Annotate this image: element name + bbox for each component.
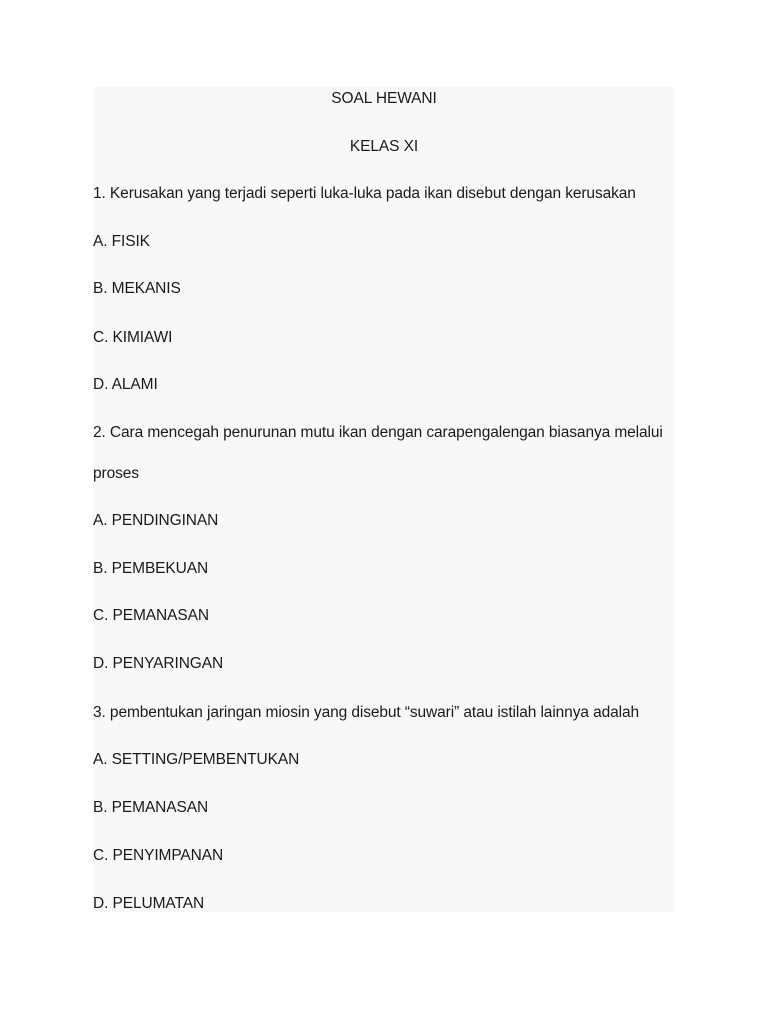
question-1-option-a: A. FISIK: [93, 233, 150, 250]
question-3-option-c: C. PENYIMPANAN: [93, 847, 224, 864]
question-1-text: 1. Kerusakan yang terjadi seperti luka-luka pada ikan disebut dengan kerusakan: [93, 185, 636, 202]
question-1-option-b: B. MEKANIS: [93, 280, 181, 297]
question-2-option-a: A. PENDINGINAN: [93, 512, 219, 529]
text-content-area: [93, 87, 675, 912]
question-3-option-d: D. PELUMATAN: [93, 895, 205, 912]
document-subtitle: KELAS XI: [349, 138, 419, 155]
question-2-text-continued: proses: [93, 465, 139, 482]
question-3-text: 3. pembentukan jaringan miosin yang disebut “suwari” atau istilah lainnya adalah: [93, 704, 640, 721]
question-1-option-c: C. KIMIAWI: [93, 329, 173, 346]
document-title: SOAL HEWANI: [331, 90, 437, 107]
question-2-text: 2. Cara mencegah penurunan mutu ikan dengan carapengalengan biasanya melalui: [93, 424, 663, 441]
question-3-option-a: A. SETTING/PEMBENTUKAN: [93, 751, 300, 768]
question-2-option-d: D. PENYARINGAN: [93, 655, 224, 672]
question-2-option-c: C. PEMANASAN: [93, 607, 209, 624]
question-2-option-b: B. PEMBEKUAN: [93, 560, 209, 577]
question-3-option-b: B. PEMANASAN: [93, 799, 209, 816]
question-1-option-d: D. ALAMI: [93, 376, 158, 393]
